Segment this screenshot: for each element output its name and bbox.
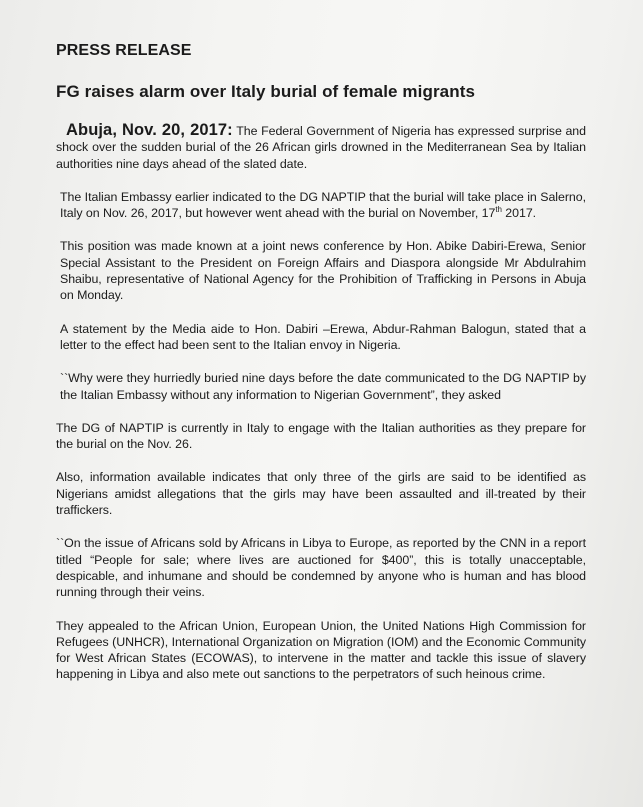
paragraph-5: ``Why were they hurriedly buried nine days before the date communicated to the DG NAPTIP by the Italian Embassy without any information to Nigerian Government”, they asked [60,371,586,402]
paragraph-9: They appealed to the African Union, European Union, the United Nations High Commission for Refugees (UNHCR), International Organization on Migration (IOM) and the Economic Community for West African States (ECOWAS), to intervene in the matter and tackle this issue of slavery happening in Libya and also mete out sanctions to the perpetrators of such heinous crime. [56,618,586,682]
paragraph-1 [56,122,586,172]
paragraph-2 [60,189,586,222]
paragraph-1-text: The Federal Government of Nigeria has expressed surprise and shock over the sudden burial of the 26 African girls drowned in the Mediterranean Sea by Italian authorities nine days ahead of the slated date. [56,124,586,171]
headline: FG raises alarm over Italy burial of female migrants [56,82,476,101]
document-body [56,42,586,700]
paragraph-8: ``On the issue of Africans sold by Africans in Libya to Europe, as reported by the CNN in a report titled “People for sale; where lives are auctioned for $400”, this is totally unacceptable, despicable, and inhumane and should be condemned by anyone who is human and has blood running through their veins. [56,536,586,600]
paragraph-7: Also, information available indicates that only three of the girls are said to be identified as Nigerians amidst allegations that the girls may have been assaulted and ill-treated by their traffickers. [56,470,586,518]
paragraph-2-text: The Italian Embassy earlier indicated to the DG NAPTIP that the burial will take place in Salerno, Italy on Nov. 26, 2017, but however went ahead with the burial on November, 17 [60,189,586,221]
paragraph-2-end: 2017. [501,206,537,221]
document-label: PRESS RELEASE [56,42,192,59]
dateline: Abuja, Nov. 20, 2017: [66,121,233,139]
paragraph-4: A statement by the Media aide to Hon. Dabiri –Erewa, Abdur-Rahman Balogun, stated that a letter to the effect had been sent to the Italian envoy in Nigeria. [60,321,586,352]
ordinal-suffix: th [495,205,502,215]
paragraph-3: This position was made known at a joint news conference by Hon. Abike Dabiri-Erewa, Senior Special Assistant to the President on Foreign Affairs and Diaspora alongside Mr Abdulrahim Shaibu, representative of National Agency for the Prohibition of Trafficking in Persons in Abuja on Monday. [60,239,586,303]
paragraph-6: The DG of NAPTIP is currently in Italy to engage with the Italian authorities as they prepare for the burial on the Nov. 26. [56,420,586,452]
